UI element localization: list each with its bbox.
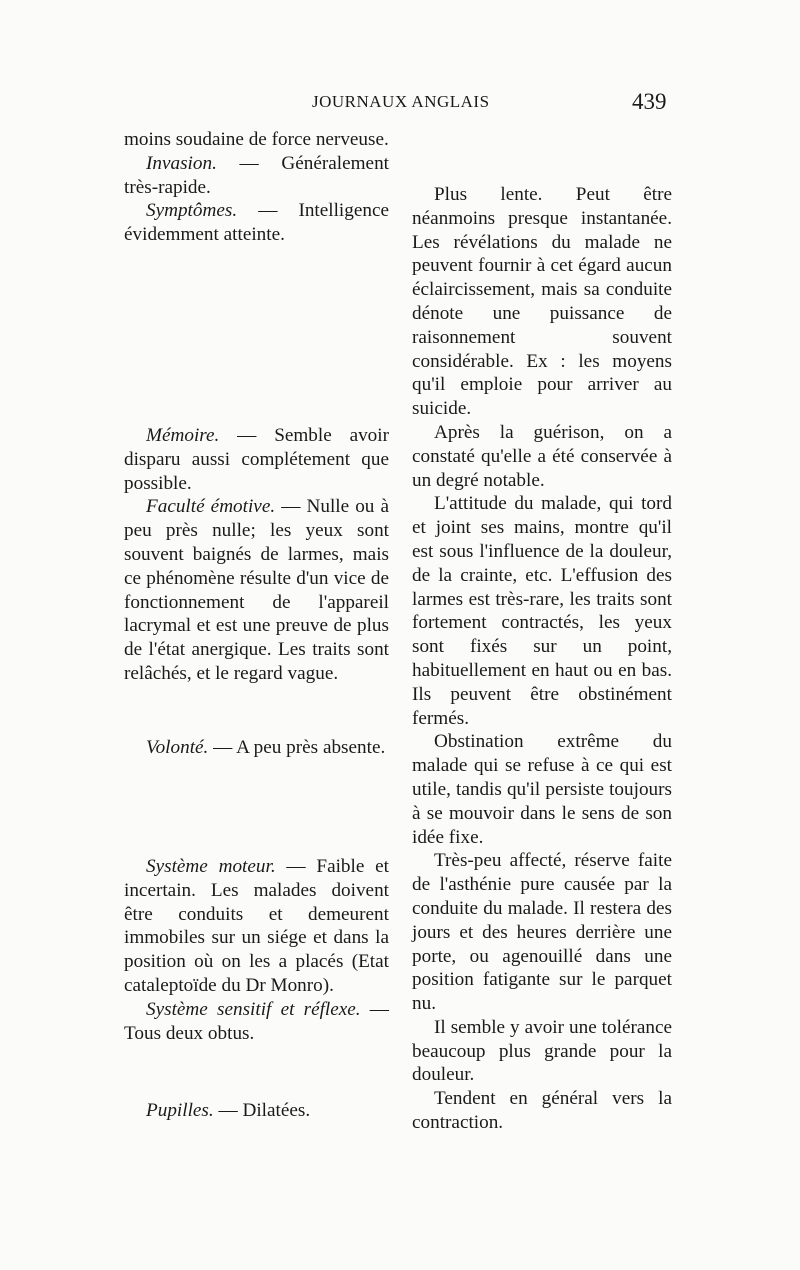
pupilles-label: Pupilles. [146, 1100, 214, 1121]
faculte-right: L'attitude du malade, qui tord et joint ses mains, montre qu'il est sous l'influence de la douleur, de la crainte, etc. L'effusion des larmes est très-rare, les traits sont fortement contractés, les yeux sont fixés sur un point, habituellement en haut ou en bas. Ils peuvent être obstinément fermés. [412, 493, 672, 729]
moteur-label: Système moteur. [146, 856, 276, 877]
moteur-left [124, 855, 389, 998]
moteur-left-text: — Faible et incertain. Les malades doivent être conduits et demeurent immobiles sur un siége et dans la position où on les a placés (Etat cataleptoïde du Dr Monro). [124, 856, 389, 996]
faculte-label: Faculté émotive. [146, 496, 276, 518]
memoire-block [124, 424, 389, 686]
volonte-block [124, 736, 389, 760]
left-column [124, 128, 389, 247]
volonte-label: Volonté. [146, 737, 209, 758]
invasion-left [124, 152, 389, 200]
memoire-right: Après la guérison, on a constaté qu'elle a été conservée à un degré notable. [412, 421, 672, 491]
running-header [0, 89, 800, 116]
sensitif-right: Il semble y avoir une tolérance beaucoup plus grande pour la douleur. [412, 1016, 672, 1086]
pupilles-right: Tendent en général vers la contraction. [412, 1088, 672, 1134]
intro-paragraph: moins soudaine de force nerveuse. [124, 129, 389, 150]
moteur-right: Très-peu affecté, réserve faite de l'asthénie pure causée par la conduite du malade. Il restera des jours et des heures derrière une porte, ou agenouillé dans une position fatigante sur le parquet nu. [412, 850, 672, 1015]
right-column [412, 183, 672, 1135]
sensitif-left [124, 998, 389, 1046]
volonte-left [124, 736, 389, 760]
volonte-right: Obstination extrême du malade qui se refuse à ce qui est utile, tandis qu'il persiste toujours à se mouvoir dans le sens de son idée fixe. [412, 731, 672, 848]
volonte-left-text: — A peu près absente. [208, 737, 386, 758]
memoire-left [124, 424, 389, 495]
pupilles-left [124, 1099, 389, 1123]
faculte-left [124, 495, 389, 685]
invasion-left-text: — Généralement très-rapide. [124, 152, 389, 198]
sensitif-label: Système sensitif et réflexe. [146, 998, 361, 1020]
symptomes-label: Symptômes. [146, 200, 238, 222]
symptomes-left [124, 199, 389, 247]
sensitif-left-text: — Tous deux obtus. [124, 998, 389, 1044]
invasion-right: Plus lente. Peut être néanmoins presque instantanée. Les révélations du malade ne peuvent fournir à cet égard aucun éclaircissement, mais sa conduite dénote une puissance de raisonnement souvent considérable. Ex : les moyens qu'il emploie pour arriver au suicide. [412, 184, 672, 420]
running-title: JOURNAUX ANGLAIS [312, 92, 490, 111]
moteur-block [124, 855, 389, 1045]
memoire-label: Mémoire. [146, 425, 220, 446]
faculte-left-text: — Nulle ou à peu près nulle; les yeux sont souvent baignés de larmes, mais ce phénomène résulte d'un vice de fonctionnement de l'appareil lacrymal et est une preuve de plus de l'état anergique. Les traits sont relâchés, et le regard vague. [124, 496, 390, 684]
pupilles-left-text: — Dilatées. [213, 1100, 311, 1121]
invasion-label: Invasion. [146, 152, 217, 174]
pupilles-block [124, 1099, 389, 1123]
symptomes-left-text: — Intelligence évidemment atteinte. [124, 200, 389, 246]
memoire-left-text: — Semble avoir disparu aussi complétement que possible. [124, 425, 389, 494]
page-number: 439 [632, 89, 667, 114]
